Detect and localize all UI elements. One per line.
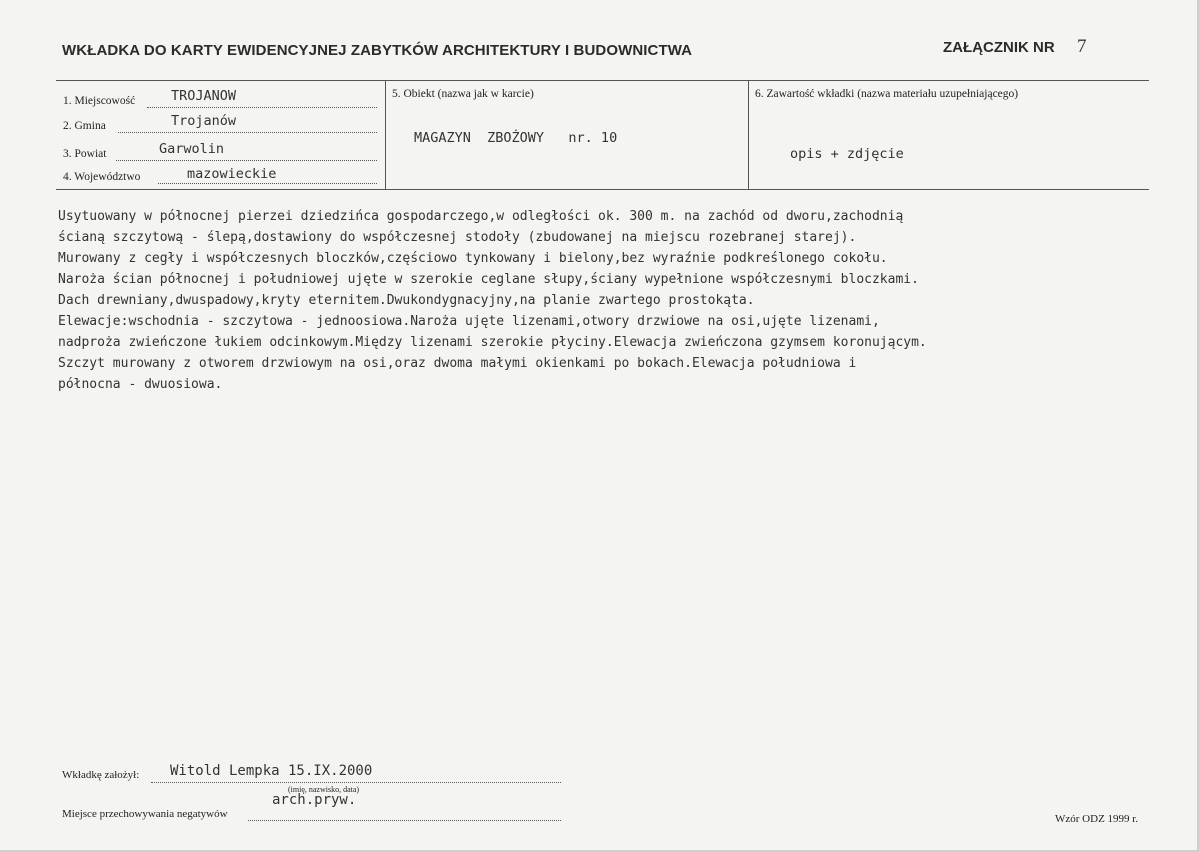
annex-number: 7 xyxy=(1077,36,1087,57)
object-value: MAGAZYN ZBOŻOWY nr. 10 xyxy=(414,130,618,146)
description-line: ścianą szczytową - ślepą,dostawiony do współczesnej stodoły (zbudowanej na miejscu rozebranej starej). xyxy=(58,230,857,245)
negatives-dotted-line xyxy=(248,820,561,821)
commune-dotted-line xyxy=(118,132,377,133)
description-line: Elewacje:wschodnia - szczytowa - jednoosiowa.Naroża ujęte lizenami,otwory drzwiowe na osi,ujęte lizenami, xyxy=(58,314,880,329)
founded-dotted-line xyxy=(151,782,561,783)
town-dotted-line xyxy=(147,107,377,108)
annex-label: ZAŁĄCZNIK NR xyxy=(943,39,1055,56)
description-line: nadproża zwieńczone łukiem odcinkowym.Między lizenami szerokie płyciny.Elewacja zwieńczona gzymsem koronującym. xyxy=(58,335,927,350)
description-line: Dach drewniany,dwuspadowy,kryty eternitem.Dwukondygnacyjny,na planie zwartego prostokąta. xyxy=(58,293,755,308)
object-label: 5. Obiekt (nazwa jak w karcie) xyxy=(392,88,534,100)
column-divider xyxy=(748,81,749,189)
description-line: Usytuowany w północnej pierzei dziedzińca gospodarczego,w odległości ok. 300 m. na zachód od dworu,zachodnią xyxy=(58,209,904,224)
description-line: Murowany z cegły i współczesnych bloczków,częściowo tynkowany i bielony,bez wyraźnie podkreślonego cokołu. xyxy=(58,251,888,266)
column-divider xyxy=(385,81,386,189)
voivodeship-value: mazowieckie xyxy=(187,166,277,182)
description-line: Szczyt murowany z otworem drzwiowym na osi,oraz dwoma małymi okienkami po bokach.Elewacja południowa i xyxy=(58,356,857,371)
contents-label: 6. Zawartość wkładki (nazwa materiału uzupełniającego) xyxy=(755,88,1019,100)
negatives-value: arch.pryw. xyxy=(272,792,357,808)
voivodeship-label: 4. Województwo xyxy=(63,171,141,183)
description-line: Naroża ścian północnej i południowej ujęte w szerokie ceglane słupy,ściany wypełnione współczesnymi bloczkami. xyxy=(58,272,919,287)
founded-value: Witold Lempka 15.IX.2000 xyxy=(170,763,373,779)
district-value: Garwolin xyxy=(159,141,225,157)
commune-label: 2. Gmina xyxy=(63,120,106,132)
form-title: WKŁADKA DO KARTY EWIDENCYJNEJ ZABYTKÓW ARCHITEKTURY I BUDOWNICTWA xyxy=(62,42,693,59)
founded-hint: (imię, nazwisko, data) xyxy=(288,785,360,794)
form-header-grid xyxy=(56,80,1149,190)
description-text xyxy=(58,206,1188,395)
form-code: Wzór ODZ 1999 r. xyxy=(1055,813,1139,825)
negatives-label: Miejsce przechowywania negatywów xyxy=(62,808,228,820)
founded-label: Wkładkę założył: xyxy=(62,769,140,781)
voivodeship-dotted-line xyxy=(158,183,377,184)
description-line: północna - dwuosiowa. xyxy=(58,377,223,392)
town-value: TROJANOW xyxy=(171,88,237,104)
commune-value: Trojanów xyxy=(171,113,237,129)
town-label: 1. Miejscowość xyxy=(63,95,136,107)
contents-value: opis + zdjęcie xyxy=(790,146,904,162)
district-dotted-line xyxy=(116,160,377,161)
district-label: 3. Powiat xyxy=(63,148,107,160)
